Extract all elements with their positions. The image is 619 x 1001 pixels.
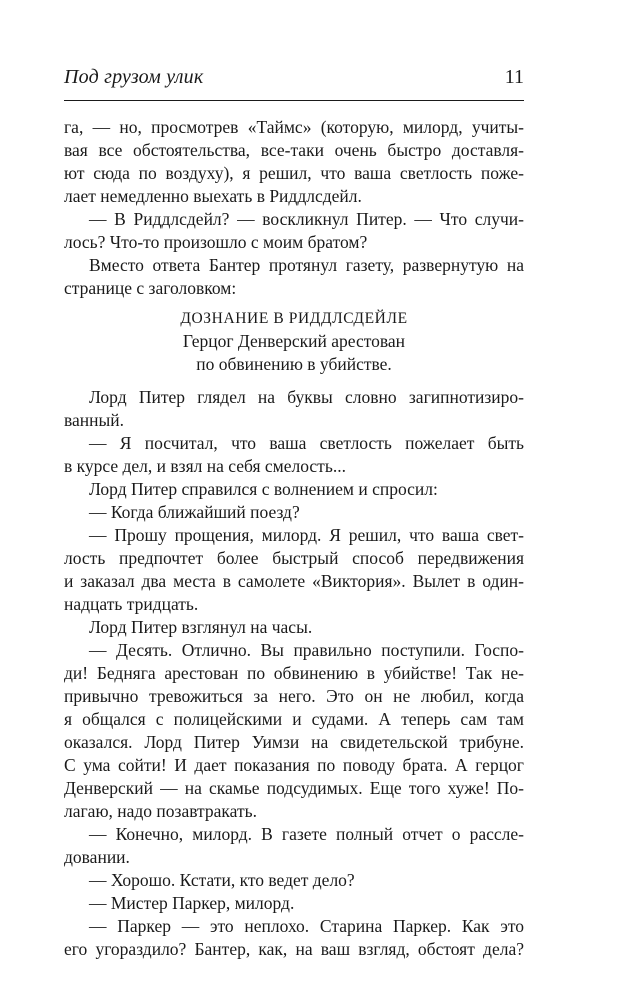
text-line: С ума сойти! И дает показания по поводу брата. А герцог	[64, 755, 524, 775]
text-line: оказался. Лорд Питер Уимзи на свидетельской трибуне.	[64, 732, 524, 752]
text-line: Денверский — на скамье подсудимых. Еще того хуже! По-	[64, 778, 524, 798]
text-line: в курсе дел, и взял на себя смелость...	[64, 456, 346, 476]
text-line: странице с заголовком:	[64, 278, 237, 298]
text-line: Лорд Питер глядел на буквы словно загипнотизиро-	[89, 387, 524, 407]
text-line: вая все обстоятельства, все-таки очень быстро доставля-	[64, 140, 524, 160]
text-line: Лорд Питер справился с волнением и спросил:	[89, 479, 438, 499]
text-line: — Хорошо. Кстати, кто ведет дело?	[89, 870, 355, 890]
text-line: Вместо ответа Бантер протянул газету, развернутую на	[89, 255, 524, 275]
text-line: лает немедленно выехать в Риддлсдейл.	[64, 186, 362, 206]
text-line: — В Риддлсдейл? — воскликнул Питер. — Что случи-	[89, 209, 524, 229]
text-line: га, — но, просмотрев «Таймс» (которую, милорд, учиты-	[64, 117, 524, 137]
text-line: лагаю, надо позавтракать.	[64, 801, 257, 821]
text-line: — Когда ближайший поезд?	[89, 502, 300, 522]
text-line: и заказал два места в самолете «Виктория». Вылет в один-	[64, 571, 524, 591]
page-header	[64, 66, 524, 96]
text-line: — Прошу прощения, милорд. Я решил, что ваша свет-	[89, 525, 524, 545]
text-line: Лорд Питер взглянул на часы.	[89, 617, 313, 637]
text-line: ют сюда по воздуху), я решил, что ваша светлость поже-	[64, 163, 524, 183]
text-line: довании.	[64, 847, 130, 867]
text-line: — Конечно, милорд. В газете полный отчет о рассле-	[89, 824, 524, 844]
running-title: Под грузом улик	[64, 66, 204, 88]
text-line: я общался с полицейскими и судами. А теперь сам там	[64, 709, 524, 729]
text-line: ванный.	[64, 410, 125, 430]
newspaper-headline: ДОЗНАНИЕ В РИДДЛСДЕЙЛЕ	[180, 310, 408, 327]
text-line: лось? Что-то произошло с моим братом?	[64, 232, 368, 252]
newspaper-subheadline: Герцог Денверский арестован	[182, 331, 406, 351]
newspaper-subheadline: по обвинению в убийстве.	[196, 354, 392, 374]
text-line: — Мистер Паркер, милорд.	[89, 893, 295, 913]
text-line: привычно тревожиться за него. Это он не любил, когда	[64, 686, 524, 706]
text-line: лость предпочтет более быстрый способ передвижения	[64, 548, 524, 568]
text-line: его угораздило? Бантер, как, на ваш взгляд, обстоят дела?	[64, 939, 524, 959]
text-line: надцать тридцать.	[64, 594, 199, 614]
page-number: 11	[504, 66, 524, 88]
text-line: — Десять. Отлично. Вы правильно поступили. Госпо-	[89, 640, 524, 660]
header-rule	[64, 100, 524, 101]
text-line: — Паркер — это неплохо. Старина Паркер. Как это	[89, 916, 524, 936]
text-line: — Я посчитал, что ваша светлость пожелает быть	[89, 433, 524, 453]
text-line: ди! Бедняга арестован по обвинению в убийстве! Так не-	[64, 663, 524, 683]
